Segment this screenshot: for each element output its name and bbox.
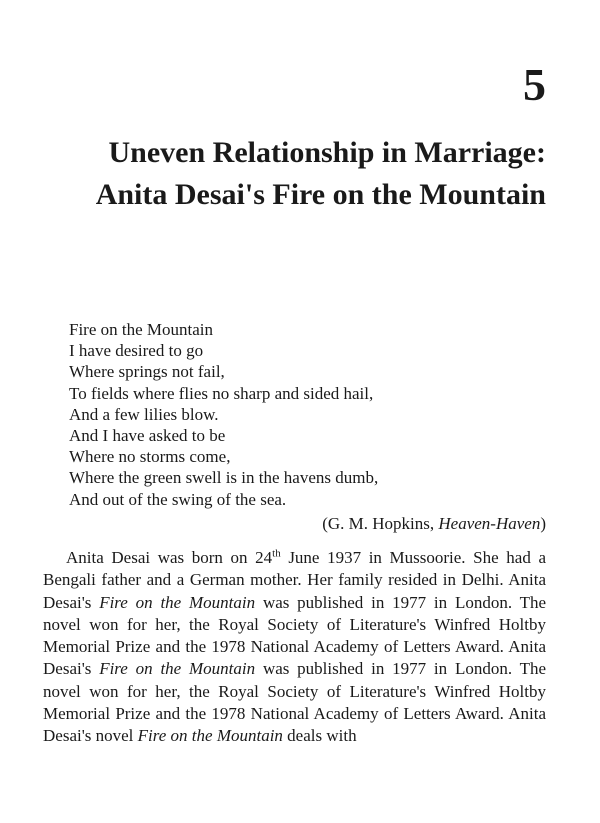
chapter-title-line-1: Uneven Relationship in Marriage: — [108, 136, 546, 169]
poem-line: And I have asked to be — [69, 426, 226, 446]
poem-line: Where springs not fail, — [69, 362, 225, 382]
poem-line: Where no storms come, — [69, 447, 231, 467]
poem-line: To fields where flies no sharp and sided hail, — [69, 383, 374, 403]
poem-line: I have desired to go — [69, 341, 204, 361]
poem-line: Fire on the Mountain — [69, 320, 214, 339]
epigraph-attribution — [322, 513, 546, 534]
epigraph-poem — [69, 319, 378, 510]
body-text-segment: deals with — [282, 726, 357, 746]
body-paragraph — [43, 547, 546, 748]
novel-title: Fire on the Mountain — [137, 726, 283, 746]
novel-title: Fire on the Mountain — [99, 659, 256, 679]
body-text-segment: June 1937 in Mussoorie. She had a Bengali father and a German mother. Her family resided in Delhi. Anita Desai's — [43, 548, 546, 612]
chapter-number: 5 — [523, 59, 546, 110]
body-text-segment: was published in 1977 in London. The novel won for her, the Royal Society of Literature's Winfred Holtby Memorial Prize and the 1978 National Academy of Letters Award. Anita Desai's novel — [43, 659, 547, 746]
chapter-title — [60, 132, 546, 216]
poem-line: And out of the swing of the sea. — [69, 489, 287, 509]
poem-line: And a few lilies blow. — [69, 404, 219, 424]
attribution-author: (G. M. Hopkins, — [322, 514, 439, 533]
attribution-close: ) — [540, 514, 546, 533]
novel-title: Fire on the Mountain — [99, 592, 256, 612]
ordinal-superscript: th — [272, 547, 281, 560]
chapter-title-line-2: Anita Desai's Fire on the Mountain — [95, 178, 546, 211]
poem-line: Where the green swell is in the havens dumb, — [69, 468, 379, 488]
attribution-work-title: Heaven-Haven — [438, 514, 541, 533]
body-text-segment: Anita Desai was born on 24 — [66, 548, 273, 567]
body-text-segment: was published in 1977 in London. The novel won for her, the Royal Society of Literature's Winfred Holtby Memorial Prize and the 1978 National Academy of Letters Award. Anita Desai's — [43, 592, 547, 679]
